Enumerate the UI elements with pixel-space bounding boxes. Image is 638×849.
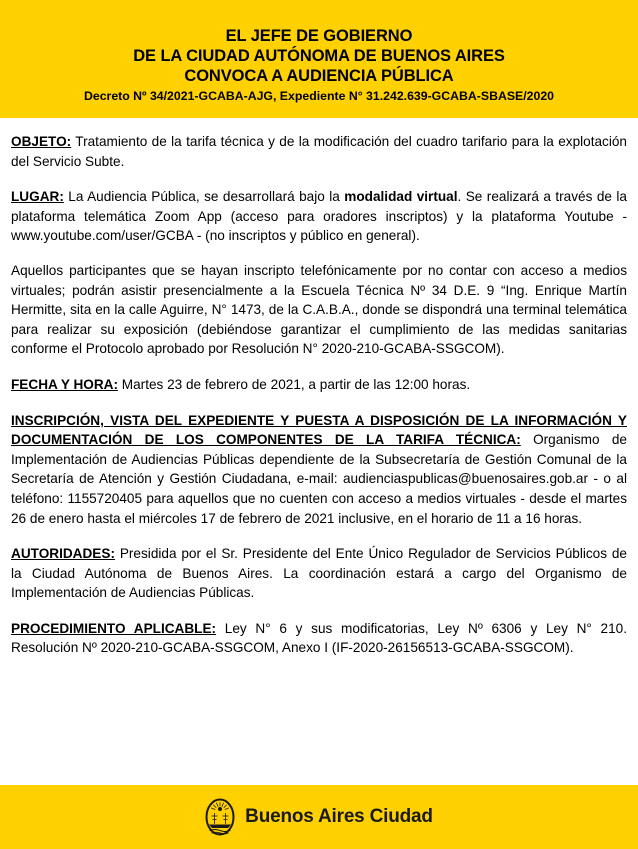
header-title-line-2: DE LA CIUDAD AUTÓNOMA DE BUENOS AIRES	[133, 47, 505, 65]
footer-brand-label: Buenos Aires Ciudad	[245, 806, 433, 827]
inscripcion-text: Organismo de Implementación de Audiencias Públicas dependiente de la Subsecretaría de Gestión Comunal de la Secretaría de Atención y Gestión Ciudadana, e-mail: audienciaspublicas@buenosaires.gob.ar - o al teléfono: 1155720405 para aquellos que no cuenten con acceso a medios virtuales - desde el martes 26 de enero hasta el miércoles 17 de febrero de 2021 inclusive, en el horario de 11 a 16 horas.	[11, 432, 627, 526]
section-inscripcion	[11, 411, 627, 529]
document-body	[0, 118, 638, 785]
section-participantes	[11, 261, 627, 359]
section-fecha-hora	[11, 375, 627, 395]
fecha-hora-text: Martes 23 de febrero de 2021, a partir de las 12:00 horas.	[118, 376, 471, 392]
procedimiento-text: Ley N° 6 y sus modificatorias, Ley Nº 6306 y Ley N° 210. Resolución Nº 2020-210-GCABA-SSGCOM, Anexo I (IF-2020-26156513-GCABA-SSGCOM).	[11, 620, 628, 656]
section-procedimiento	[11, 619, 627, 658]
inscripcion-heading: INSCRIPCIÓN, VISTA DEL EXPEDIENTE Y PUESTA A DISPOSICIÓN DE LA INFORMACIÓN Y DOCUMENTACIÓN DE LOS COMPONENTES DE LA TARIFA TÉCNICA:	[11, 412, 627, 448]
header-title-line-1: EL JEFE DE GOBIERNO	[225, 27, 413, 45]
lugar-label: LUGAR:	[11, 189, 64, 205]
objeto-label: OBJETO:	[11, 134, 72, 149]
fecha-hora-label: FECHA Y HORA:	[11, 376, 118, 392]
autoridades-text: Presidida por el Sr. Presidente del Ente Único Regulador de Servicios Públicos de la Ciudad Autónoma de Buenos Aires. La coordinación estará a cargo del Organismo de Implementación de Audiencias Públicas.	[11, 546, 627, 601]
section-objeto	[11, 132, 627, 171]
lugar-text-before-bold: La Audiencia Pública, se desarrollará bajo la	[63, 189, 345, 205]
section-lugar	[11, 187, 627, 246]
autoridades-label: AUTORIDADES:	[11, 546, 115, 562]
procedimiento-label: PROCEDIMIENTO APLICABLE:	[11, 620, 217, 636]
section-autoridades	[11, 544, 627, 603]
objeto-text: Tratamiento de la tarifa técnica y de la modificación del cuadro tarifario para la explotación del Servicio Subte.	[11, 134, 627, 169]
buenos-aires-coat-of-arms-icon	[205, 798, 235, 836]
participantes-text: Aquellos participantes que se hayan inscripto telefónicamente por no contar con acceso a medios virtuales; podrán asistir presencialmente a la Escuela Técnica Nº 34 D.E. 9 “Ing. Enrique Martín Hermitte, sita en la calle Aguirre, N° 1473, de la C.A.B.A., donde se dispondrá una terminal telemática para realizar su exposición (debiéndose garantizar el cumplimiento de las medidas sanitarias conforme el Protocolo aprobado por Resolución N° 2020-210-GCABA-SSGCOM).	[11, 262, 627, 357]
header-title-line-3: CONVOCA A AUDIENCIA PÚBLICA	[184, 67, 454, 85]
header-banner	[0, 0, 638, 118]
lugar-modalidad-virtual: modalidad virtual	[344, 189, 458, 205]
header-decree-reference: Decreto Nº 34/2021-GCABA-AJG, Expediente N° 31.242.639-GCABA-SBASE/2020	[83, 89, 555, 103]
footer-banner	[0, 785, 638, 849]
lugar-text-after-bold: . Se realizará a través de la plataforma telemática Zoom App (acceso para oradores inscriptos) y la plataforma Youtube - www.youtube.com/user/GCBA - (no inscriptos y público en general).	[11, 189, 627, 244]
